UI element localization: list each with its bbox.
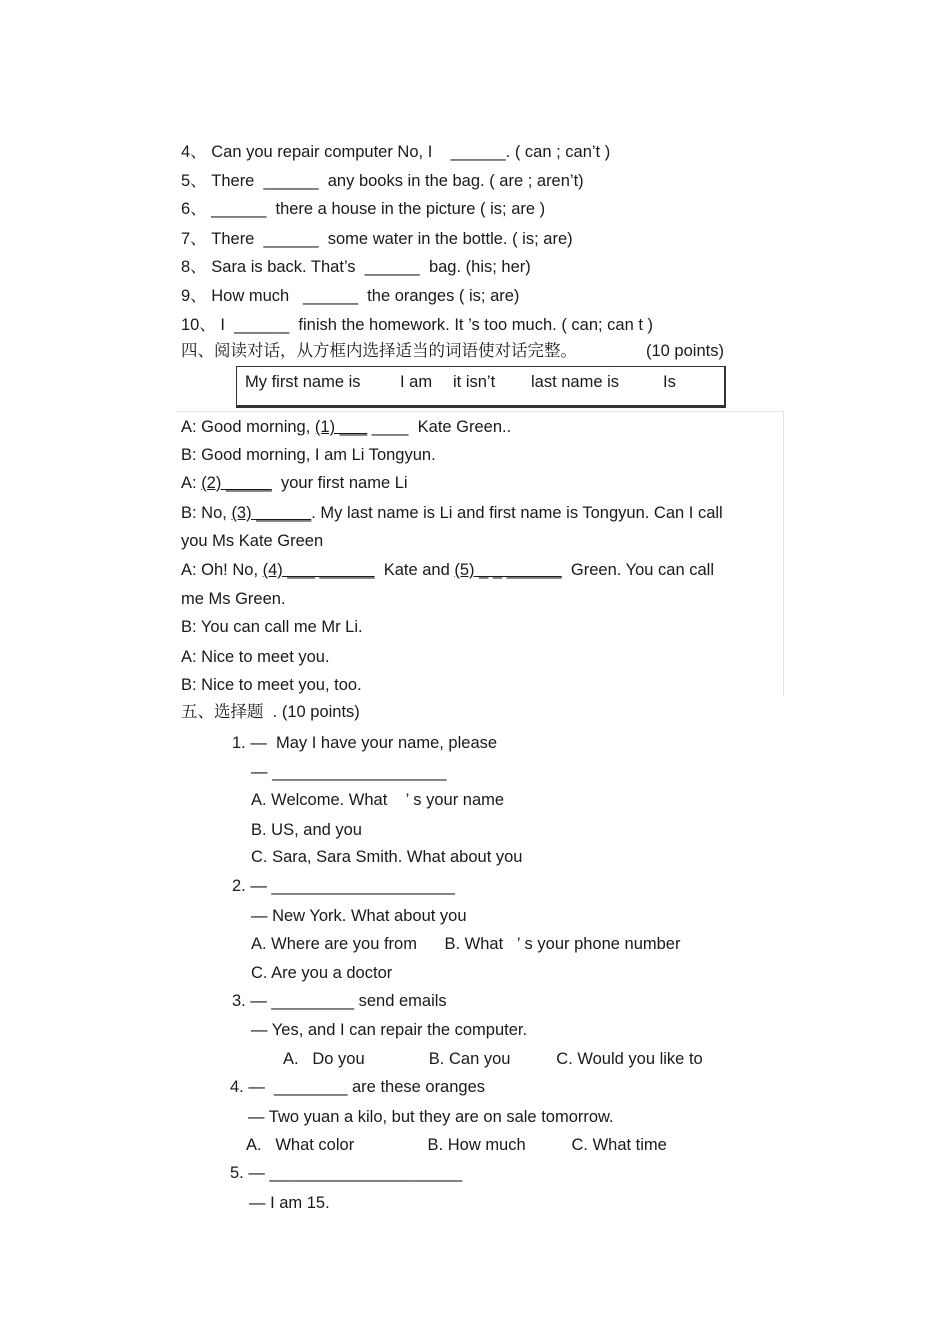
option-1c: C. Sara, Sara Smith. What about you — [251, 848, 523, 866]
fill-item-6: 6、 ______ there a house in the picture ( is; are ) — [181, 200, 546, 218]
dialogue-line-8: B: You can call me Mr Li. — [181, 618, 363, 636]
word-bank-item: My first name is — [245, 373, 361, 391]
option-1b: B. US, and you — [251, 821, 362, 839]
fill-item-9: 9、 How much ______ the oranges ( is; are) — [181, 287, 520, 305]
question-5: 5. — _____________________ — [230, 1164, 463, 1182]
word-bank-item: I am — [400, 373, 433, 391]
dialogue-line-1: A: Good morning, (1) ___ ____ Kate Green.. — [181, 418, 512, 436]
dialogue-line-3: A: (2) _____ your first name Li — [181, 474, 408, 492]
question-3: 3. — _________ send emails — [232, 992, 447, 1010]
fill-item-7: 7、 There ______ some water in the bottle. ( is; are) — [181, 230, 573, 248]
question-2: 2. — ____________________ — [232, 877, 455, 895]
blank-3: (3) ______ — [231, 504, 312, 522]
word-bank-item: it isn’t — [453, 373, 496, 391]
dialogue-line-5: you Ms Kate Green — [181, 532, 324, 550]
answer-line-5: — I am 15. — [249, 1194, 330, 1212]
options-3: A. Do you B. Can you C. Would you like to — [283, 1050, 703, 1068]
answer-line-3: — Yes, and I can repair the computer. — [251, 1021, 528, 1039]
blank-2: (2) _____ — [201, 474, 272, 492]
answer-line-4: — Two yuan a kilo, but they are on sale tomorrow. — [248, 1108, 614, 1126]
blank-1: (1) ___ — [314, 418, 368, 436]
dialogue-line-7: me Ms Green. — [181, 590, 286, 608]
word-bank-item: Is — [663, 373, 676, 391]
fill-item-10: 10、 I ______ finish the homework. It ’s too much. ( can; can t ) — [181, 316, 654, 334]
fill-item-4: 4、 Can you repair computer No, I ______. ( can ; can’t ) — [181, 143, 611, 161]
dialogue-line-9: A: Nice to meet you. — [181, 648, 330, 666]
dialogue-line-2: B: Good morning, I am Li Tongyun. — [181, 446, 436, 464]
answer-line-2: — New York. What about you — [251, 907, 467, 925]
option-2c: C. Are you a doctor — [251, 964, 393, 982]
section4-heading: 四、阅读对话，从方框内选择适当的词语使对话完整。 — [181, 342, 577, 360]
dialogue-line-10: B: Nice to meet you, too. — [181, 676, 362, 694]
fill-item-5: 5、 There ______ any books in the bag. ( are ; aren’t) — [181, 172, 584, 190]
fill-item-8: 8、 Sara is back. That’s ______ bag. (his; her) — [181, 258, 531, 276]
options-4: A. What color B. How much C. What time — [246, 1136, 667, 1154]
section5-heading: 五、选择题 . (10 points) — [181, 703, 360, 721]
blank-4: (4) ___ ______ — [262, 561, 375, 579]
question-4: 4. — ________ are these oranges — [230, 1078, 486, 1096]
dialogue-line-6: A: Oh! No, (4) ___ ______ Kate and (5) _ _ ______ Green. You can call — [181, 561, 714, 579]
section4-points: (10 points) — [646, 342, 724, 360]
dialogue-line-4: B: No, (3) ______. My last name is Li and first name is Tongyun. Can I call — [181, 504, 723, 522]
option-2ab: A. Where are you from B. What ’ s your phone number — [251, 935, 681, 953]
blank-5: (5) _ _ ______ — [454, 561, 562, 579]
answer-line-1: — ___________________ — [251, 763, 447, 781]
question-1: 1. — May I have your name, please — [232, 734, 498, 752]
option-1a: A. Welcome. What ’ s your name — [251, 791, 505, 809]
word-bank-item: last name is — [531, 373, 620, 391]
